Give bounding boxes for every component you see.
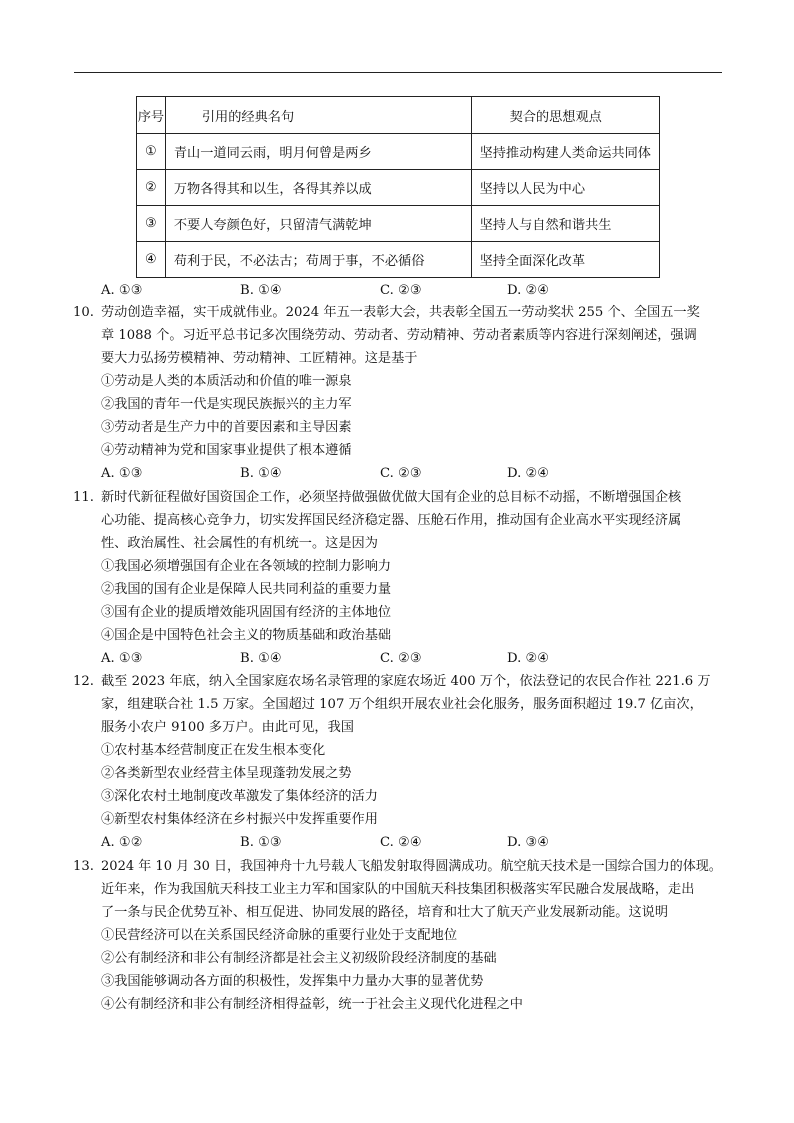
statement: ④劳动精神为党和国家事业提供了根本遵循 [101, 443, 352, 458]
statement: ②公有制经济和非公有制经济都是社会主义初级阶段经济制度的基础 [101, 951, 497, 966]
q10-option-d[interactable]: D. ②④ [507, 466, 550, 481]
statement: ①民营经济可以在关系国民经济命脉的重要行业处于支配地位 [101, 928, 458, 943]
question-text: 性、政治属性、社会属性的有机统一。这是因为 [101, 536, 378, 551]
header-no: 序号 [137, 97, 166, 134]
table-row [137, 134, 660, 170]
table-header-row [137, 97, 660, 134]
statement: ②各类新型农业经营主体呈现蓬勃发展之势 [101, 766, 352, 781]
row-quote: 苟利于民，不必法古；苟周于事，不必循俗 [165, 242, 471, 278]
header-quote: 引用的经典名句 [165, 97, 471, 134]
row-quote: 不要人夸颜色好，只留清气满乾坤 [165, 206, 471, 242]
statement: ③国有企业的提质增效能巩固国有经济的主体地位 [101, 605, 392, 620]
q11-option-b[interactable]: B. ①④ [240, 651, 282, 666]
header-rule [74, 72, 722, 73]
row-quote: 青山一道同云雨，明月何曾是两乡 [165, 134, 471, 170]
row-view: 坚持以人民为中心 [471, 170, 659, 206]
q9-option-a[interactable]: A. ①③ [101, 283, 143, 298]
statement: ④新型农村集体经济在乡村振兴中发挥重要作用 [101, 812, 378, 827]
row-no: ③ [137, 206, 166, 242]
q9-option-d[interactable]: D. ②④ [507, 283, 550, 298]
q12-option-c[interactable]: C. ②④ [380, 835, 422, 850]
question-text: 近年来，作为我国航天科技工业主力军和国家队的中国航天科技集团积极落实军民融合发展战略，走出 [101, 882, 695, 897]
q10-option-b[interactable]: B. ①④ [240, 466, 282, 481]
table-row [137, 206, 660, 242]
question-text: 心功能、提高核心竞争力，切实发挥国民经济稳定器、压舱石作用，推动国有企业高水平实现经济属 [101, 513, 682, 528]
table-row [137, 242, 660, 278]
q12-option-a[interactable]: A. ①② [101, 835, 143, 850]
q10-option-a[interactable]: A. ①③ [101, 466, 143, 481]
q9-option-b[interactable]: B. ①④ [240, 283, 282, 298]
question-text: 家，组建联合社 1.5 万家。全国超过 107 万个组织开展农业社会化服务，服务面积超过 19.7 亿亩次， [101, 697, 703, 712]
question-text: 2024 年 10 月 30 日，我国神舟十九号载人飞船发射取得圆满成功。航空航天技术是一国综合国力的体现。 [101, 859, 722, 874]
statement: ③深化农村土地制度改革激发了集体经济的活力 [101, 789, 378, 804]
statement: ④公有制经济和非公有制经济相得益彰，统一于社会主义现代化进程之中 [101, 997, 523, 1012]
question-text: 了一条与民企优势互补、相互促进、协同发展的路径，培育和壮大了航天产业发展新动能。这说明 [101, 905, 669, 920]
row-no: ② [137, 170, 166, 206]
row-quote: 万物各得其和以生，各得其养以成 [165, 170, 471, 206]
statement: ①劳动是人类的本质活动和价值的唯一源泉 [101, 374, 352, 389]
question-number: 13. [73, 859, 94, 874]
quotes-table [136, 96, 660, 278]
q12-option-b[interactable]: B. ①③ [240, 835, 282, 850]
question-number: 12. [73, 674, 94, 689]
question-text: 章 1088 个。习近平总书记多次围绕劳动、劳动者、劳动精神、劳动者素质等内容进行深刻阐述，强调 [101, 328, 697, 343]
question-text: 劳动创造幸福，实干成就伟业。2024 年五一表彰大会，共表彰全国五一劳动奖状 255 个、全国五一奖 [101, 305, 700, 320]
question-text: 新时代新征程做好国资国企工作，必须坚持做强做优做大国有企业的总目标不动摇，不断增强国企核 [101, 490, 682, 505]
question-text: 服务小农户 9100 多万户。由此可见，我国 [101, 720, 354, 735]
question-number: 10. [73, 305, 94, 320]
q12-option-d[interactable]: D. ③④ [507, 835, 550, 850]
row-view: 坚持推动构建人类命运共同体 [471, 134, 659, 170]
header-view: 契合的思想观点 [471, 97, 659, 134]
statement: ②我国的国有企业是保障人民共同利益的重要力量 [101, 582, 392, 597]
row-no: ④ [137, 242, 166, 278]
statement: ②我国的青年一代是实现民族振兴的主力军 [101, 397, 352, 412]
table-row [137, 170, 660, 206]
statement: ①我国必须增强国有企业在各领域的控制力影响力 [101, 559, 392, 574]
q9-option-c[interactable]: C. ②③ [380, 283, 422, 298]
row-view: 坚持全面深化改革 [471, 242, 659, 278]
question-text: 要大力弘扬劳模精神、劳动精神、工匠精神。这是基于 [101, 351, 418, 366]
q11-option-d[interactable]: D. ②④ [507, 651, 550, 666]
statement: ④国企是中国特色社会主义的物质基础和政治基础 [101, 628, 392, 643]
q10-option-c[interactable]: C. ②③ [380, 466, 422, 481]
row-view: 坚持人与自然和谐共生 [471, 206, 659, 242]
statement: ③我国能够调动各方面的积极性，发挥集中力量办大事的显著优势 [101, 974, 484, 989]
q11-option-a[interactable]: A. ①③ [101, 651, 143, 666]
statement: ③劳动者是生产力中的首要因素和主导因素 [101, 420, 352, 435]
question-text: 截至 2023 年底，纳入全国家庭农场名录管理的家庭农场近 400 万个，依法登记的农民合作社 221.6 万 [101, 674, 711, 689]
q11-option-c[interactable]: C. ②③ [380, 651, 422, 666]
row-no: ① [137, 134, 166, 170]
question-number: 11. [73, 490, 94, 505]
statement: ①农村基本经营制度正在发生根本变化 [101, 743, 326, 758]
